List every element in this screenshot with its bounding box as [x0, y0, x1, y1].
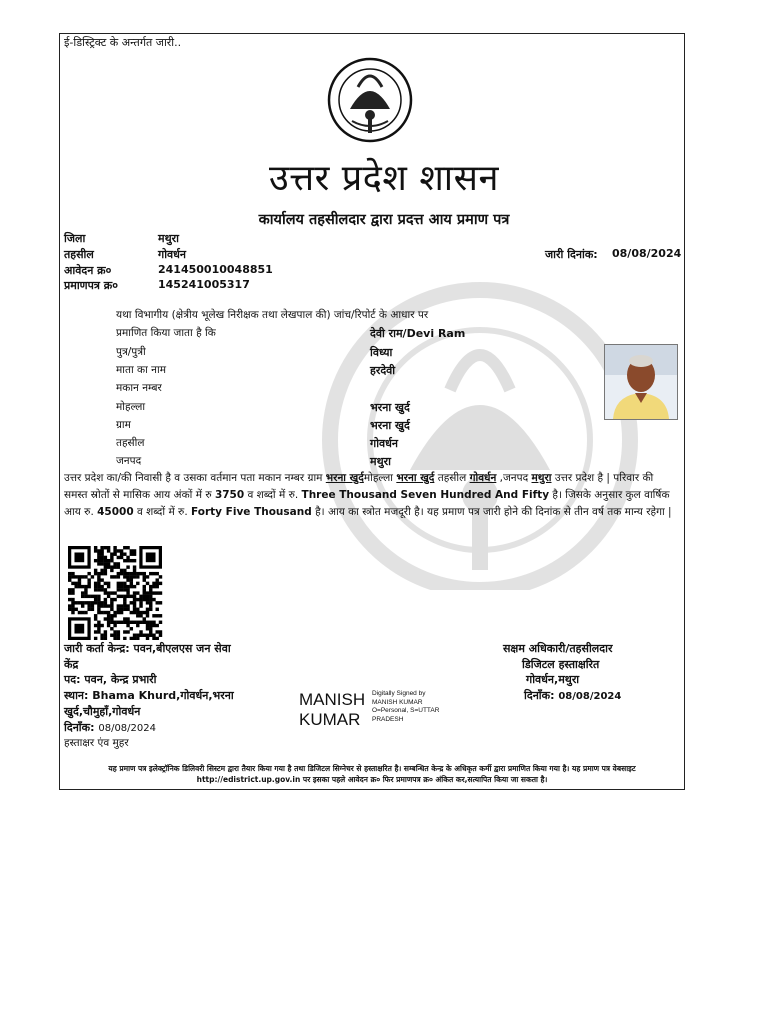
issue-date-value: 08/08/2024: [612, 247, 682, 260]
tehsil-value: गोवर्धन: [158, 248, 187, 261]
application-number-value: 241450010048851: [158, 263, 273, 276]
page-title: उत्तर प्रदेश शासन: [269, 158, 499, 199]
certificate-number-value: 145241005317: [158, 278, 250, 291]
authority-date: दिनाँक: 08/08/2024: [524, 689, 622, 702]
issuing-centre-cont: केंद्र: [64, 658, 79, 671]
certificate-number-label: प्रमाणपत्र क्र०: [64, 279, 118, 292]
detail-value-district: मथुरा: [370, 455, 391, 468]
detail-label: ग्राम: [116, 419, 131, 431]
detail-value-mother: हरदेवी: [370, 364, 396, 377]
certificate-subtitle: कार्यालय तहसीलदार द्वारा प्रदत्त आय प्रमाण पत्र: [258, 212, 510, 228]
detail-label: तहसील: [116, 437, 145, 449]
district-label: जिला: [64, 232, 86, 245]
application-number-label: आवेदन क्र०: [64, 264, 112, 277]
authority-digitally-signed: डिजिटल हस्ताक्षरित: [522, 658, 600, 671]
up-govt-emblem-icon: [322, 57, 418, 143]
detail-label: प्रमाणित किया जाता है कि: [116, 327, 216, 339]
detail-value-tehsil: गोवर्धन: [370, 437, 399, 450]
issuer-place: स्थान: Bhama Khurd,गोवर्धन,भरना: [64, 689, 234, 702]
intro-line: यथा विभागीय (क्षेत्रीय भूलेख निरीक्षक तथा लेखपाल की) जांच/रिपोर्ट के आधार पर: [116, 309, 429, 321]
authority-location: गोवर्धन,मथुरा: [526, 673, 580, 686]
authority-title: सक्षम अधिकारी/तहसीलदार: [503, 642, 613, 655]
qr-code-icon: [66, 546, 164, 640]
detail-value-name: देवी राम/Devi Ram: [370, 327, 466, 340]
emblem-watermark-icon: [300, 280, 660, 590]
issuer-post: पद: पवन, केन्द्र प्रभारी: [64, 673, 157, 686]
digital-signature-name: MANISH KUMAR: [299, 690, 366, 729]
issuer-place-cont: खुर्द,चौमुहाँ,गोवर्धन: [64, 705, 141, 718]
detail-value-village: भरना खुर्द: [370, 419, 410, 432]
signature-and-seal-label: हस्ताक्षर एंव मुहर: [64, 737, 129, 749]
detail-label: माता का नाम: [116, 364, 166, 376]
footer-disclaimer: यह प्रमाण पत्र इलेक्ट्रॉनिक डिलिवरी सिस्टम द्वारा तैयार किया गया है तथा डिजिटल सिग्नेचर से हस्ताक्षरित है। सम्बन्धित केन्द्र के अधिकृत कर्मी द्वारा प्रमाणित किया गया है। यह प्रमाण पत्र वेबसाइट http://edistrict.up.gov.in पर इसका पहले आवेदन क्र० फिर प्रमाणपत्र क्र० अंकित कर,सत्यापित किया जा सकता है।: [108, 764, 636, 784]
tehsil-label: तहसील: [64, 248, 94, 261]
issuing-centre: जारी कर्ता केन्द्र: पवन,बीएलएस जन सेवा: [64, 642, 231, 655]
applicant-photo: [604, 344, 678, 420]
detail-label: पुत्र/पुत्री: [116, 346, 146, 358]
header-note: ई-डिस्ट्रिक्ट के अन्तर्गत जारी..: [64, 36, 182, 49]
detail-value-parent: विध्या: [370, 346, 393, 359]
digital-signature-note: Digitally Signed by MANISH KUMAR O=Personal, S=UTTAR PRADESH: [372, 690, 440, 723]
district-value: मथुरा: [158, 232, 179, 245]
detail-label: जनपद: [116, 455, 142, 467]
detail-label: मकान नम्बर: [116, 382, 162, 394]
detail-value-mohalla: भरना खुर्द: [370, 401, 410, 414]
certificate-statement: उत्तर प्रदेश का/की निवासी है व उसका वर्तमान पता मकान नम्बर ग्राम भरना खुर्दमोहल्ला भरना खुर्द तहसील गोवर्धन ,जनपद मथुरा उत्तर प्रदेश है | परिवार की समस्त स्रोतों से मासिक आय अंकों में रु 3750 व शब्दों में रु. Three Thousand Seven Hundred And Fifty है। जिसके अनुसार कुल वार्षिक आय रु. 45000 व शब्दों में रु. Forty Five Thousand है। आय का स्त्रोत मजदूरी है। यह प्रमाण पत्र जारी होने की दिनांक से तीन वर्ष तक मान्य रहेगा |: [64, 472, 672, 518]
detail-label: मोहल्ला: [116, 401, 146, 413]
issue-date-label: जारी दिनांक:: [545, 248, 598, 261]
issuer-date: दिनाँक: 08/08/2024: [64, 721, 156, 734]
